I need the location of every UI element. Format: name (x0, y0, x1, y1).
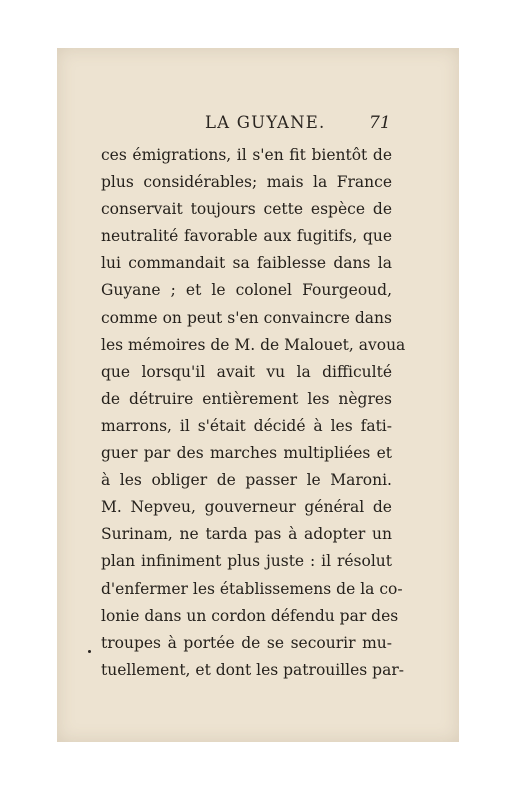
text-line: que lorsqu'il avait vu la difficulté (101, 362, 392, 381)
text-line: comme on peut s'en convaincre dans (101, 308, 392, 327)
page-number: 71 (369, 113, 391, 133)
text-line: marrons, il s'était décidé à les fati- (101, 416, 392, 435)
text-line: troupes à portée de se secourir mu- (101, 633, 392, 652)
text-line: plan infiniment plus juste : il résolut (101, 552, 392, 571)
text-line: à les obliger de passer le Maroni. (101, 471, 392, 490)
text-line: plus considérables; mais la France (101, 173, 392, 192)
text-line: neutralité favorable aux fugitifs, que (101, 227, 392, 246)
text-line: conservait toujours cette espèce de (101, 200, 392, 219)
ink-speck (88, 650, 91, 653)
text-line: tuellement, et dont les patrouilles par- (101, 660, 404, 679)
text-line: guer par des marches multipliées et (101, 444, 392, 463)
body-text (101, 142, 406, 684)
text-line: lui commandait sa faiblesse dans la (101, 254, 392, 273)
text-line: M. Nepveu, gouverneur général de (101, 498, 392, 517)
text-line: de détruire entièrement les nègres (101, 389, 392, 408)
page-header (57, 113, 459, 137)
text-line: lonie dans un cordon défendu par des (101, 606, 399, 625)
running-head: LA GUYANE. (205, 113, 326, 132)
text-line: les mémoires de M. de Malouet, avoua (101, 335, 406, 354)
text-line: d'enfermer les établissemens de la co- (101, 579, 403, 598)
text-line: ces émigrations, il s'en fit bientôt de (101, 146, 392, 164)
text-line: Surinam, ne tarda pas à adopter un (101, 525, 392, 544)
text-line: Guyane ; et le colonel Fourgeoud, (101, 281, 392, 300)
